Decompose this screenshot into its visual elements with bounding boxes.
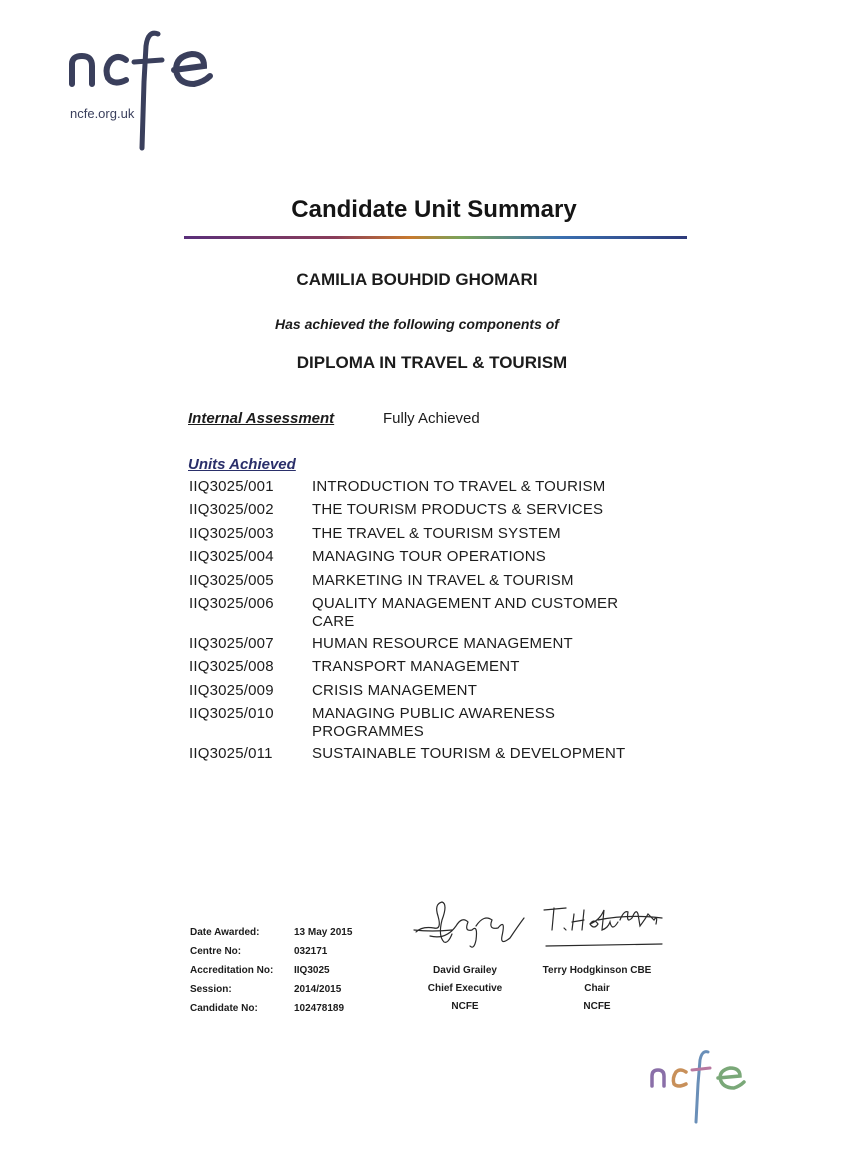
unit-row xyxy=(189,525,669,543)
unit-code: IIQ3025/005 xyxy=(189,571,274,589)
detail-label: Accreditation No: xyxy=(190,965,274,976)
qualification-title: DIPLOMA IN TRAVEL & TOURISM xyxy=(296,353,568,372)
unit-row xyxy=(189,595,669,631)
signature-terry-hodgkinson xyxy=(538,900,663,950)
unit-row xyxy=(189,572,669,590)
award-details xyxy=(190,927,352,1022)
unit-row xyxy=(189,705,669,741)
detail-value: 2014/2015 xyxy=(294,984,342,995)
internal-assessment-value: Fully Achieved xyxy=(383,410,480,427)
units-achieved-heading: Units Achieved xyxy=(188,456,296,473)
detail-label: Candidate No: xyxy=(190,1003,258,1014)
unit-title: SUSTAINABLE TOURISM & DEVELOPMENT xyxy=(312,745,626,763)
unit-title: TRANSPORT MANAGEMENT xyxy=(312,658,520,676)
signatory-name: Terry Hodgkinson CBE xyxy=(542,965,652,976)
unit-title: MANAGING PUBLIC AWARENESS PROGRAMMES xyxy=(312,705,556,741)
unit-title: MANAGING TOUR OPERATIONS xyxy=(312,548,546,566)
signatory-2 xyxy=(527,965,667,1019)
unit-row xyxy=(189,745,669,763)
title-divider xyxy=(184,236,687,239)
detail-row xyxy=(190,984,352,1003)
unit-title: MARKETING IN TRAVEL & TOURISM xyxy=(312,571,574,589)
unit-code: IIQ3025/007 xyxy=(189,634,274,652)
unit-title: THE TOURISM PRODUCTS & SERVICES xyxy=(312,501,604,519)
unit-row xyxy=(189,548,669,566)
unit-code: IIQ3025/011 xyxy=(189,745,273,763)
detail-label: Session: xyxy=(190,984,232,995)
unit-code: IIQ3025/003 xyxy=(189,524,274,542)
units-list xyxy=(189,478,669,769)
signatory-org: NCFE xyxy=(451,1001,479,1012)
unit-code: IIQ3025/006 xyxy=(189,594,274,612)
detail-label: Date Awarded: xyxy=(190,927,260,938)
unit-code: IIQ3025/004 xyxy=(189,548,274,566)
unit-row xyxy=(189,478,669,496)
unit-title: INTRODUCTION TO TRAVEL & TOURISM xyxy=(312,478,606,495)
detail-value: 102478189 xyxy=(294,1003,345,1014)
detail-value: IIQ3025 xyxy=(294,965,330,976)
unit-code: IIQ3025/009 xyxy=(189,681,274,699)
logo-url: ncfe.org.uk xyxy=(70,106,135,121)
unit-title: QUALITY MANAGEMENT AND CUSTOMER CARE xyxy=(312,594,619,630)
detail-row xyxy=(190,946,352,965)
candidate-name: CAMILIA BOUHDID GHOMARI xyxy=(296,270,538,289)
signatory-org: NCFE xyxy=(583,1001,611,1012)
signatory-role: Chair xyxy=(584,983,610,994)
unit-title: THE TRAVEL & TOURISM SYSTEM xyxy=(312,524,561,542)
signatory-1 xyxy=(400,965,530,1019)
detail-row xyxy=(190,1003,352,1022)
unit-row xyxy=(189,682,669,700)
signatory-name: David Grailey xyxy=(433,965,497,976)
unit-code: IIQ3025/008 xyxy=(189,658,274,676)
achievement-statement: Has achieved the following components of xyxy=(275,316,559,332)
unit-row xyxy=(189,635,669,653)
unit-row xyxy=(189,501,669,519)
detail-value: 13 May 2015 xyxy=(294,927,353,938)
unit-title: CRISIS MANAGEMENT xyxy=(312,681,478,699)
detail-label: Centre No: xyxy=(190,946,242,957)
signature-david-grailey xyxy=(412,896,530,952)
signatory-role: Chief Executive xyxy=(427,983,503,994)
ncfe-logo xyxy=(64,22,234,152)
unit-code: IIQ3025/010 xyxy=(189,705,274,723)
detail-row xyxy=(190,927,352,946)
document-title: Candidate Unit Summary xyxy=(291,196,577,223)
ncfe-hologram-logo xyxy=(646,1046,750,1126)
detail-value: 032171 xyxy=(294,946,328,957)
unit-row xyxy=(189,658,669,676)
internal-assessment-label: Internal Assessment xyxy=(188,410,335,427)
unit-title: HUMAN RESOURCE MANAGEMENT xyxy=(312,634,573,652)
detail-row xyxy=(190,965,352,984)
unit-code: IIQ3025/002 xyxy=(189,501,274,519)
unit-code: IIQ3025/001 xyxy=(189,478,274,495)
